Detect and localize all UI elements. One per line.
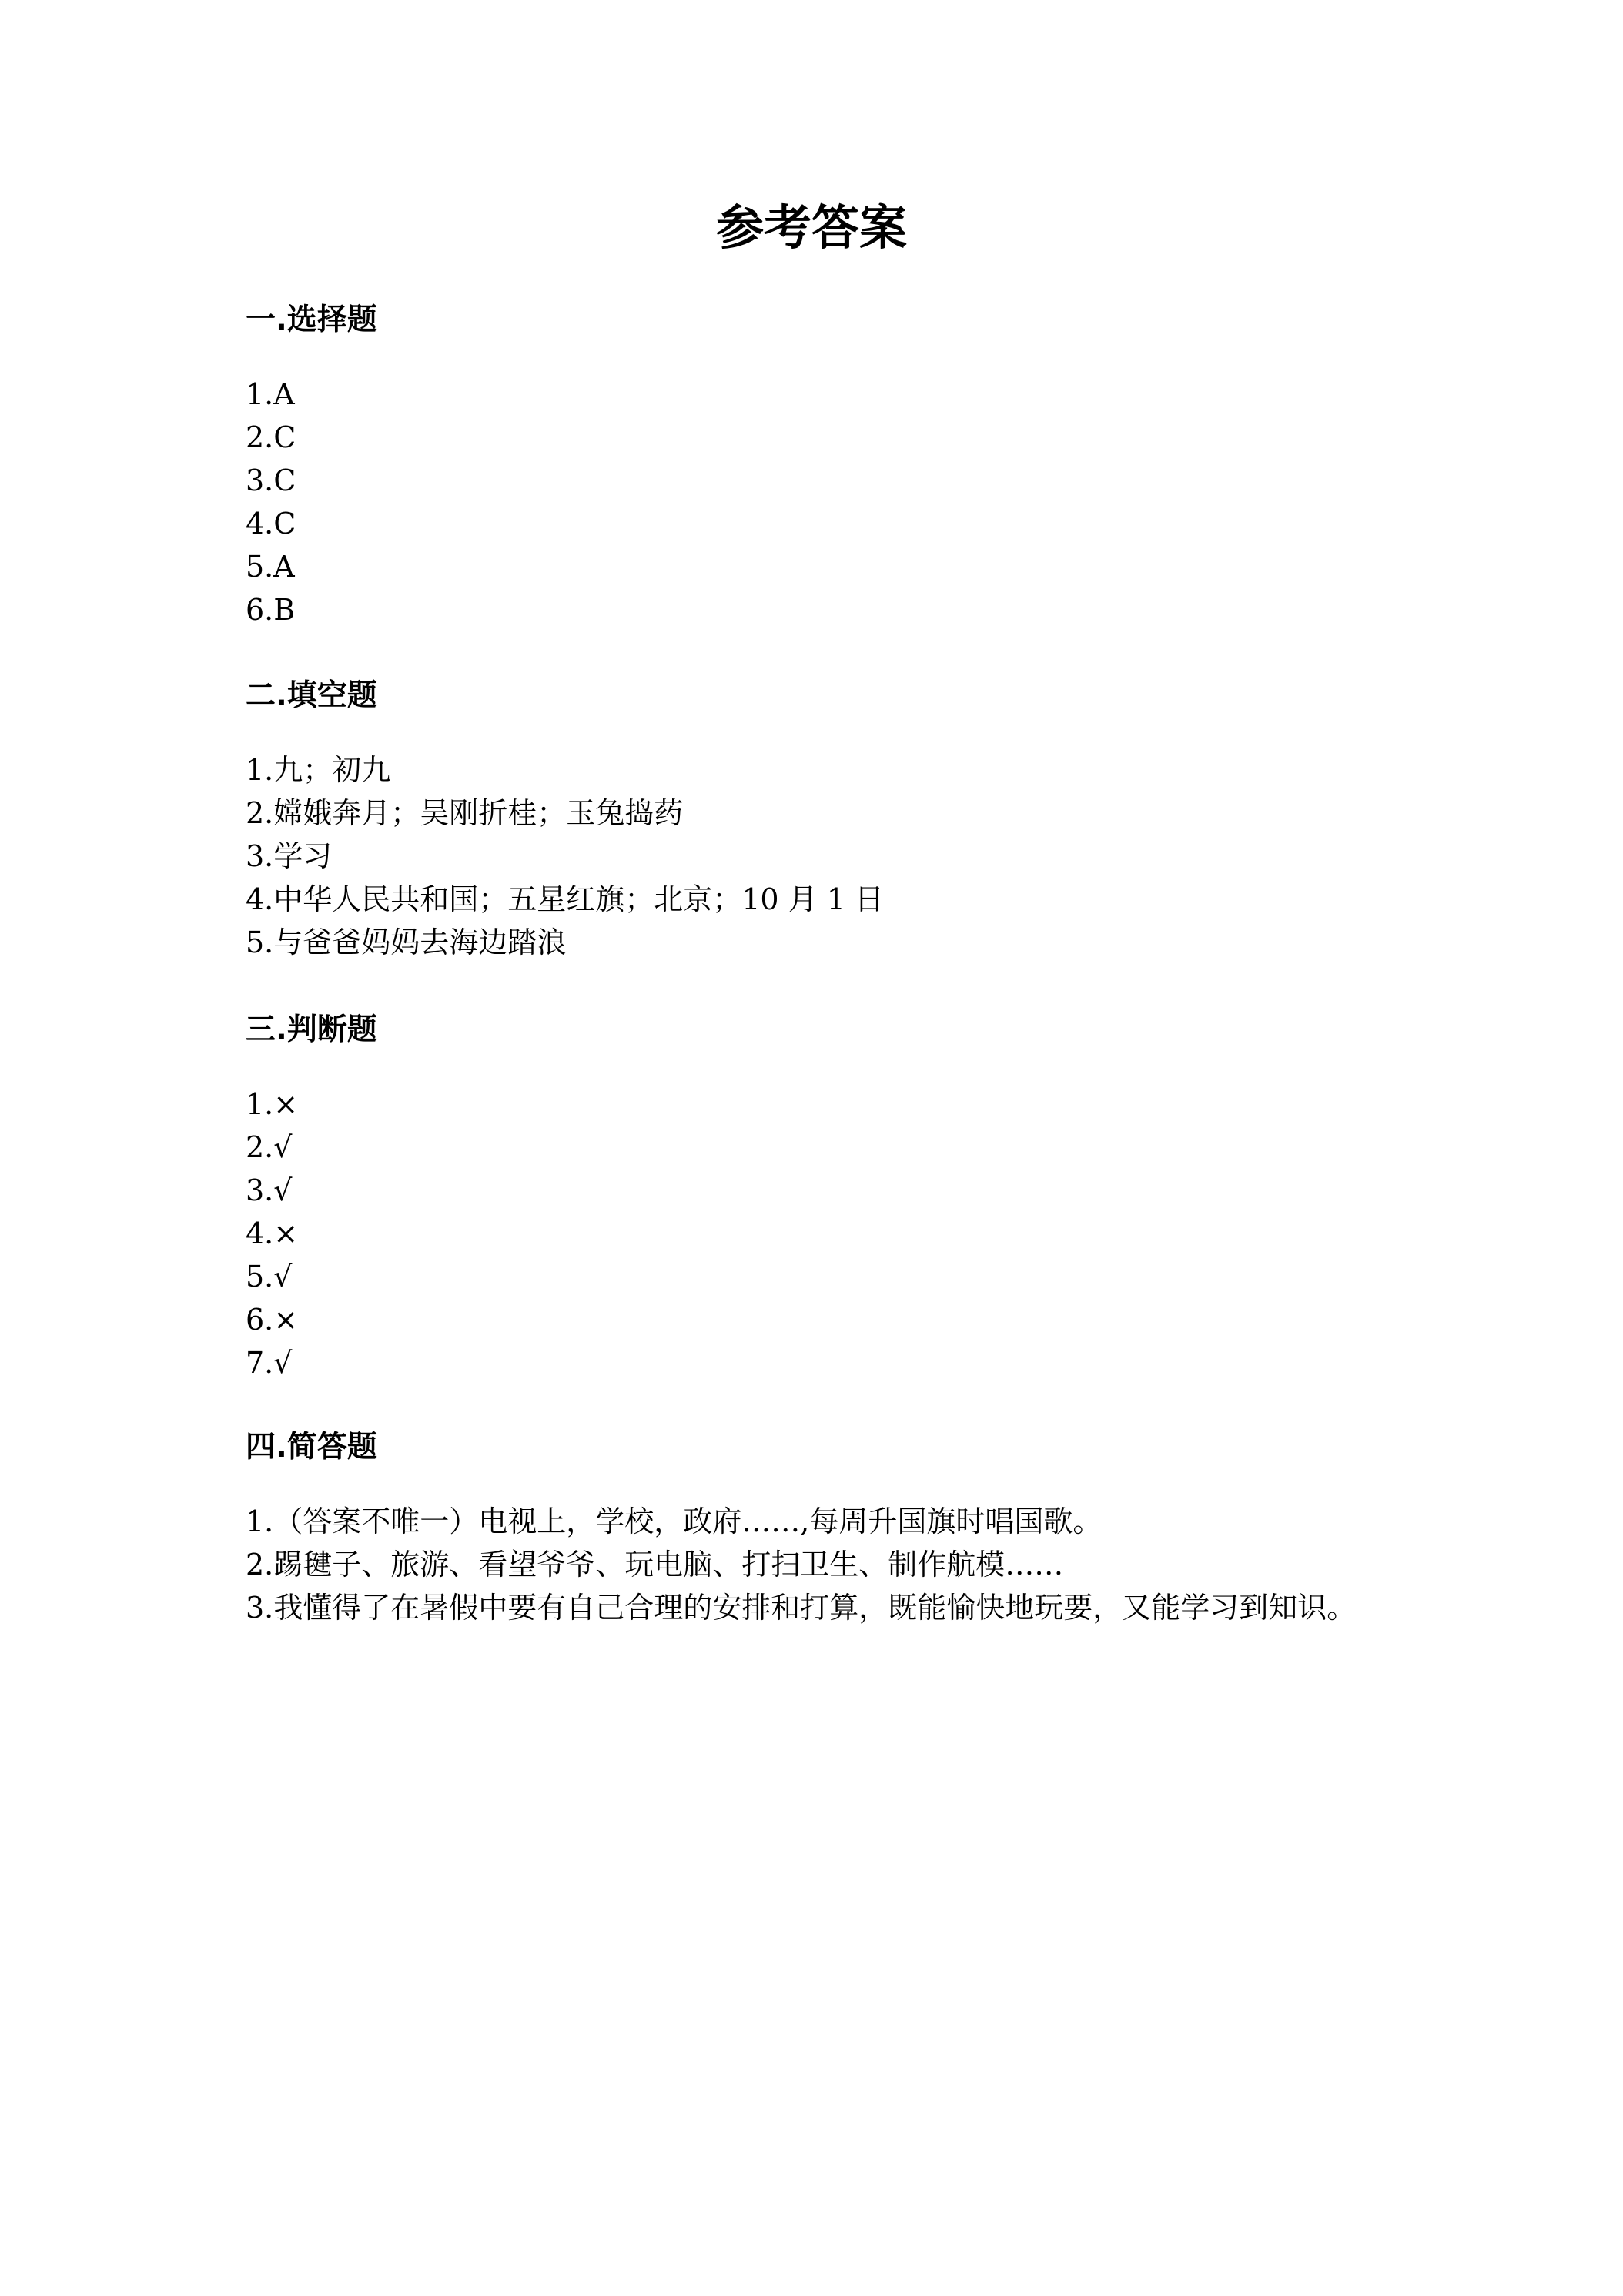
answer-item: 3.我懂得了在暑假中要有自己合理的安排和打算，既能愉快地玩要，又能学习到知识。: [246, 1591, 1357, 1625]
section-heading: 二.填空题: [246, 678, 377, 713]
answer-item: 1.九；初九: [246, 753, 391, 787]
answer-list: [246, 1500, 1385, 1629]
answer-item: 4.×: [246, 1217, 299, 1250]
answer-list: [246, 1083, 1385, 1384]
answer-item: 4.中华人民共和国；五星红旗；北京；10 月 1 日: [246, 882, 885, 916]
answer-item: 2.C: [246, 420, 296, 454]
section-heading: 一.选择题: [246, 303, 377, 337]
answer-item: 5.与爸爸妈妈去海边踏浪: [246, 925, 567, 959]
section-multiple-choice: [246, 299, 1385, 631]
section-fill-in-blank: [246, 674, 1385, 964]
answer-item: 2.嫦娥奔月；吴刚折桂；玉兔捣药: [246, 796, 684, 830]
answer-item: 1.A: [246, 377, 295, 411]
answer-item: 4.C: [246, 507, 296, 541]
answer-item: 1.（答案不唯一）电视上，学校，政府……,每周升国旗时唱国歌。: [246, 1504, 1103, 1538]
page-title: 参考答案: [715, 199, 907, 256]
answer-item: 3.学习: [246, 839, 333, 873]
answer-item: 2.踢毽子、旅游、看望爷爷、玩电脑、打扫卫生、制作航模……: [246, 1548, 1064, 1581]
answer-item: 1.×: [246, 1087, 299, 1121]
section-heading: 四.简答题: [246, 1430, 377, 1464]
section-short-answer: [246, 1426, 1385, 1629]
section-heading: 三.判断题: [246, 1012, 377, 1047]
answer-item: 7.√: [246, 1346, 293, 1380]
answer-item: 6.×: [246, 1303, 299, 1337]
answer-list: [246, 373, 1385, 631]
answer-item: 5.A: [246, 550, 295, 584]
answer-item: 3.√: [246, 1173, 293, 1207]
answer-list: [246, 748, 1385, 964]
answer-item: 6.B: [246, 593, 296, 627]
answer-item: 3.C: [246, 464, 296, 497]
answer-item: 5.√: [246, 1260, 293, 1294]
section-true-false: [246, 1009, 1385, 1384]
answer-item: 2.√: [246, 1130, 293, 1164]
